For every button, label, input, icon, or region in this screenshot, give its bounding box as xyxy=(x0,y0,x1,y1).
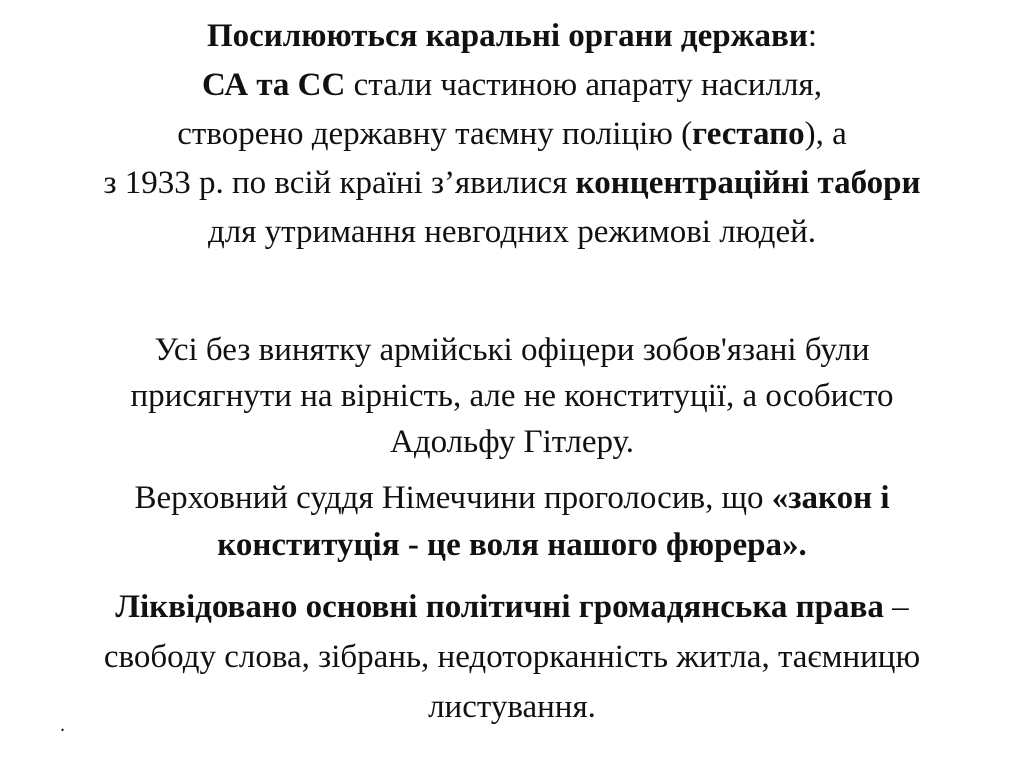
text-line xyxy=(0,582,1024,632)
text-line: для утримання невгодних режимові людей. xyxy=(207,214,817,250)
text-line xyxy=(0,475,1024,522)
text-line xyxy=(0,110,1024,159)
bold-phrase: Посилюються каральні органи держави xyxy=(206,18,808,54)
text-fragment: ), а xyxy=(804,116,847,152)
text-fragment: Верховний суддя Німеччини проголосив, що xyxy=(134,480,772,516)
text-fragment: : xyxy=(807,18,818,54)
paragraph-civil-rights xyxy=(0,582,1024,732)
text-line: Усі без винятку армійські офіцери зобов'язані були xyxy=(154,332,870,368)
text-line xyxy=(0,522,1024,569)
bold-phrase: СА та СС xyxy=(202,67,346,103)
text-line xyxy=(0,61,1024,110)
text-fragment: створено державну таємну поліцію ( xyxy=(177,116,693,152)
bold-phrase: «закон і xyxy=(771,480,890,516)
text-line: листування. xyxy=(428,689,596,725)
text-line xyxy=(0,12,1024,61)
text-fragment: – xyxy=(883,589,909,625)
bold-phrase: Ліквідовано основні політичні громадянська права xyxy=(115,589,884,625)
paragraph-supreme-judge xyxy=(0,475,1024,569)
text-line: Адольфу Гітлеру. xyxy=(390,424,634,460)
bold-phrase: гестапо xyxy=(692,116,805,152)
bold-phrase: концентраційні табори xyxy=(575,165,921,201)
paragraph-repressive-organs xyxy=(0,12,1024,257)
text-line: присягнути на вірність, але не конституції, а особисто xyxy=(130,378,894,414)
footer-dot: . xyxy=(60,714,65,736)
bold-phrase: конституція - це воля нашого фюрера». xyxy=(217,527,807,563)
text-line xyxy=(0,159,1024,208)
text-fragment: з 1933 р. по всій країні з’явилися xyxy=(103,165,576,201)
text-fragment: стали частиною апарату насилля, xyxy=(345,67,822,103)
text-line: свободу слова, зібрань, недоторканність житла, таємницю xyxy=(103,639,921,675)
paragraph-officers-oath xyxy=(0,327,1024,465)
